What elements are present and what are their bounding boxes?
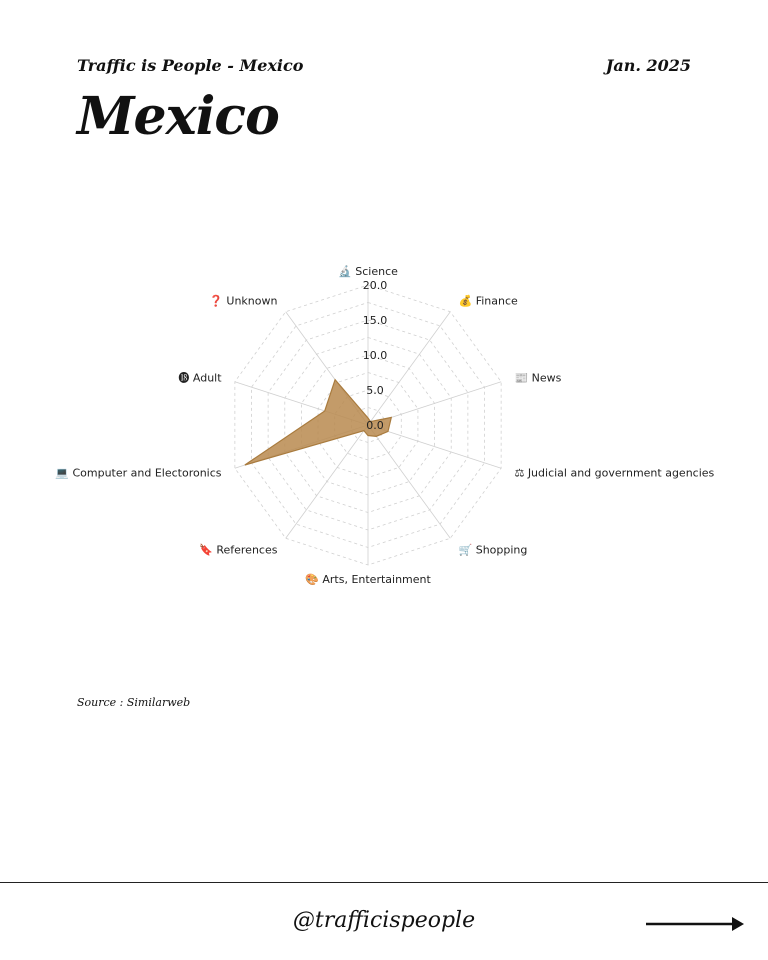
chart-date: Jan. 2025	[605, 56, 691, 75]
category-label	[459, 544, 528, 557]
category-label	[199, 544, 278, 557]
category-label	[338, 264, 398, 278]
adult-18-icon: ⓲	[178, 371, 193, 385]
radial-tick-label: 20.0	[362, 279, 388, 292]
svg-text:🎨 Arts, Entertainment	[305, 572, 431, 586]
next-arrow-icon[interactable]	[646, 914, 746, 934]
category-label	[178, 371, 222, 384]
category-label-text: References	[216, 543, 278, 557]
category-label	[55, 467, 222, 480]
category-label-text: Shopping	[475, 543, 528, 557]
category-label-text: Unknown	[226, 294, 278, 308]
svg-text:⓲ Adult	[178, 371, 222, 384]
radial-tick-label: 5.0	[366, 384, 384, 397]
category-label-text: Arts, Entertainment	[322, 573, 431, 586]
scales-icon: ⚖	[514, 466, 528, 480]
svg-text:💰 Finance	[459, 294, 519, 307]
radial-ticks	[363, 279, 388, 432]
category-label-text: Finance	[475, 294, 518, 308]
category-label-text: Science	[355, 265, 398, 278]
question-mark-icon: ❓	[209, 294, 227, 308]
radial-tick-label: 0.0	[366, 419, 384, 432]
svg-text:🔬 Science	[338, 264, 398, 278]
category-label-text: Judicial and government agencies	[527, 466, 715, 480]
category-label	[514, 467, 714, 480]
footer-divider	[0, 882, 768, 883]
svg-text:🔖 References	[199, 544, 278, 557]
radial-tick-label: 15.0	[362, 314, 388, 327]
category-label	[459, 294, 519, 307]
money-bag-icon: 💰	[458, 294, 476, 308]
newspaper-icon: 📰	[514, 371, 532, 385]
radial-tick-label: 10.0	[362, 349, 388, 362]
laptop-icon: 💻	[55, 466, 73, 480]
category-label	[514, 371, 561, 384]
svg-text:❓ Unknown	[209, 294, 277, 307]
shopping-cart-icon: 🛒	[458, 543, 476, 557]
svg-text:📰 News	[514, 371, 561, 384]
category-label	[305, 572, 431, 586]
category-label-text: News	[531, 371, 562, 385]
svg-text:💻 Computer and Electoronics	[55, 467, 222, 480]
source-note: Source : Similarweb	[77, 696, 191, 709]
grid-spoke	[368, 425, 450, 538]
svg-text:🛒 Shopping	[459, 544, 528, 557]
microscope-icon: 🔬	[338, 265, 356, 278]
chart-subtitle: Traffic is People - Mexico	[77, 56, 304, 75]
page-title: Mexico	[77, 86, 279, 147]
social-handle: @trafficispeople	[292, 908, 476, 933]
svg-text:⚖ Judicial and government agen	[514, 467, 714, 480]
category-label	[209, 294, 277, 307]
category-label-text: Adult	[192, 371, 222, 385]
artist-icon: 🎨	[305, 573, 323, 586]
category-label-text: Computer and Electoronics	[72, 466, 222, 480]
bookmark-icon: 🔖	[199, 543, 217, 557]
